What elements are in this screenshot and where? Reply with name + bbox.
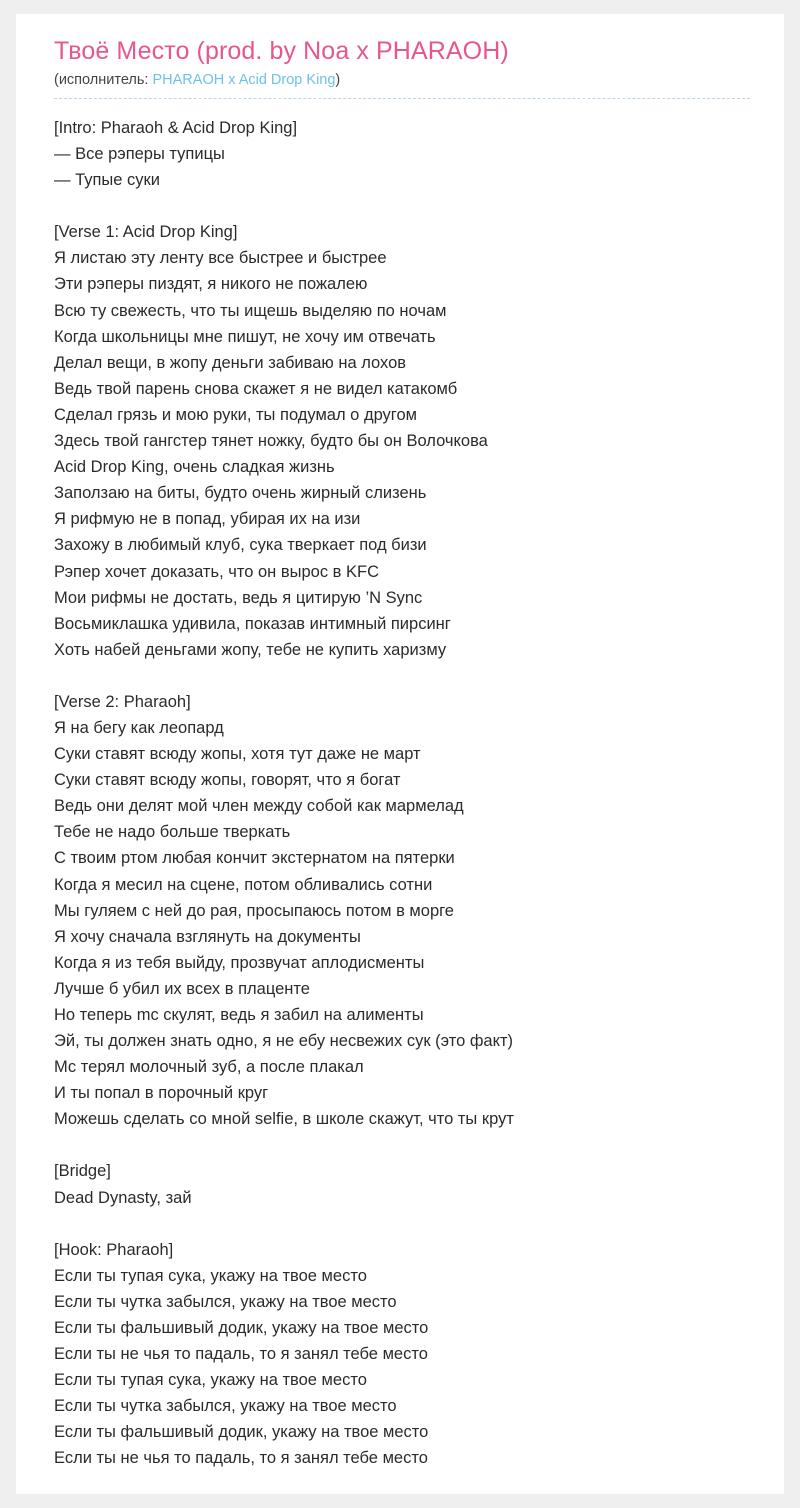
lyrics-line: Если ты чутка забылся, укажу на твое место <box>54 1292 397 1311</box>
lyrics-line: Ведь они делят мой член между собой как мармелад <box>54 797 464 816</box>
lyrics-line: Тебе не надо больше тверкать <box>54 823 291 842</box>
lyrics-blank-line <box>54 663 750 689</box>
lyrics-line: [Hook: Pharaoh] <box>54 1240 174 1259</box>
lyrics-line: Если ты фальшивый додик, укажу на твое место <box>54 1423 429 1442</box>
lyrics-line: Рэпер хочет доказать, что он вырос в KFC <box>54 562 380 581</box>
artist-suffix-label: ) <box>335 72 341 88</box>
lyrics-line: Эти рэперы пиздят, я никого не пожалею <box>54 275 368 294</box>
artist-link[interactable]: PHARAOH x Acid Drop King <box>152 72 336 88</box>
lyrics-line: Я рифмую не в попад, убирая их на изи <box>54 510 361 529</box>
lyrics-line: С твоим ртом любая кончит экстернатом на пятерки <box>54 849 455 868</box>
lyrics-line: Я листаю эту ленту все быстрее и быстрее <box>54 249 387 268</box>
lyrics-line: Если ты тупая сука, укажу на твое место <box>54 1371 367 1390</box>
lyrics-line: [Intro: Pharaoh & Acid Drop King] <box>54 119 298 137</box>
lyrics-line: Мы гуляем с ней до рая, просыпаюсь потом в морге <box>54 901 454 920</box>
lyrics-line: Ведь твой парень снова скажет я не видел катакомб <box>54 379 458 398</box>
lyrics-line: И ты попал в порочный круг <box>54 1084 269 1103</box>
lyrics-sheet <box>16 14 784 1494</box>
lyrics-blank-line <box>54 1132 750 1158</box>
lyrics-line: Dead Dynasty, зай <box>54 1188 192 1207</box>
lyrics-line: Но теперь mc скулят, ведь я забил на алименты <box>54 1006 424 1024</box>
lyrics-line: Если ты фальшивый додик, укажу на твое место <box>54 1318 429 1337</box>
lyrics-line: Мс терял молочный зуб, а после плакал <box>54 1058 364 1077</box>
lyrics-line: [Verse 2: Pharaoh] <box>54 692 191 711</box>
artist-line <box>54 72 750 99</box>
lyrics-line: Суки ставят всюду жопы, говорят, что я богат <box>54 771 401 790</box>
lyrics-line: Заползаю на биты, будто очень жирный слизень <box>54 484 427 503</box>
lyrics-line: Эй, ты должен знать одно, я не ебу несвежих сук (это факт) <box>54 1032 514 1051</box>
lyrics-line: Мои рифмы не достать, ведь я цитирую ’N Sync <box>54 588 423 607</box>
lyrics-line: Если ты чутка забылся, укажу на твое место <box>54 1397 397 1416</box>
lyrics-line: Суки ставят всюду жопы, хотя тут даже не март <box>54 745 421 764</box>
lyrics-line: [Verse 1: Acid Drop King] <box>54 223 238 242</box>
lyrics-blank-line <box>54 1211 750 1237</box>
lyrics-line: Делал вещи, в жопу деньги забиваю на лохов <box>54 353 407 372</box>
lyrics-line: — Тупые суки <box>54 171 160 190</box>
lyrics-line: Сделал грязь и мою руки, ты подумал о другом <box>54 405 417 424</box>
lyrics-line: Если ты тупая сука, укажу на твое место <box>54 1266 367 1285</box>
lyrics-line: [Bridge] <box>54 1162 111 1181</box>
lyrics-line: Если ты не чья то падаль, то я занял тебе место <box>54 1449 428 1468</box>
lyrics-line: Лучше б убил их всех в плаценте <box>54 979 310 998</box>
lyrics-line: Если ты не чья то падаль, то я занял тебе место <box>54 1345 428 1364</box>
lyrics-blank-line <box>54 193 750 219</box>
lyrics-line: Когда я из тебя выйду, прозвучат аплодисменты <box>54 953 425 972</box>
lyrics-line: Восьмиклашка удивила, показав интимный пирсинг <box>54 614 451 633</box>
lyrics-line: Можешь сделать со мной selfie, в школе скажут, что ты крут <box>54 1110 514 1129</box>
lyrics-line: Всю ту свежесть, что ты ищешь выделяю по ночам <box>54 301 447 320</box>
lyrics-line: Здесь твой гангстер тянет ножку, будто бы он Волочкова <box>54 432 488 451</box>
lyrics-line: Хоть набей деньгами жопу, тебе не купить харизму <box>54 640 447 659</box>
lyrics-line: — Все рэперы тупицы <box>54 145 225 164</box>
artist-prefix-label: (исполнитель: <box>54 72 153 88</box>
lyrics-body <box>54 115 750 1472</box>
lyrics-line: Я на бегу как леопард <box>54 718 224 737</box>
lyrics-line: Захожу в любимый клуб, сука тверкает под бизи <box>54 536 427 555</box>
page-title: Твоё Место (prod. by Noa x PHARAOH) <box>54 37 509 65</box>
lyrics-line: Когда я месил на сцене, потом обливались сотни <box>54 875 433 894</box>
lyrics-line: Я хочу сначала взглянуть на документы <box>54 927 361 946</box>
lyrics-line: Когда школьницы мне пишут, не хочу им отвечать <box>54 327 436 346</box>
lyrics-line: Acid Drop King, очень сладкая жизнь <box>54 458 335 477</box>
